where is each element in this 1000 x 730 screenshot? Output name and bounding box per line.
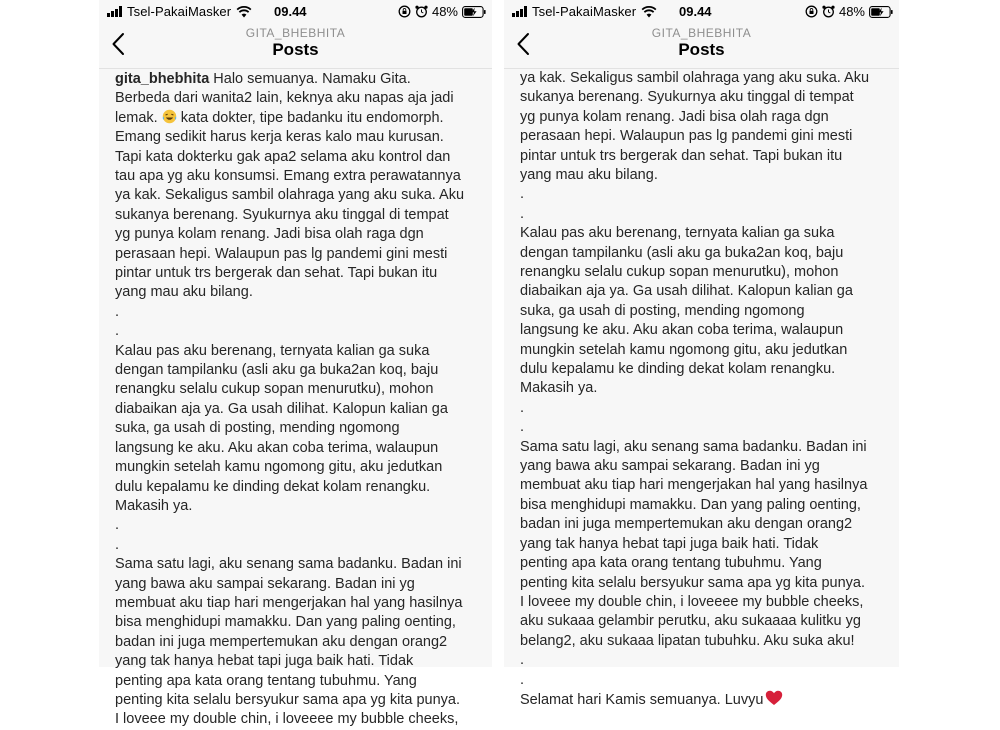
battery-charging-icon — [462, 6, 486, 18]
caption-line: perasaan hepi. Walaupun pas lg pandemi gini mesti — [115, 245, 448, 262]
caption-line: diabaikan aja ya. Ga usah dilihat. Kalopun kalian ga — [115, 400, 448, 417]
caption-line: yang bawa aku sampai sekarang. Badan ini yg — [520, 458, 820, 475]
caption-line: I loveee my double chin, i loveeee my bubble cheeks, — [115, 711, 459, 728]
red-heart-emoji-icon — [765, 690, 783, 706]
caption-line: langsung ke aku. Aku akan coba terima, walaupun — [115, 439, 439, 456]
caption-line: . — [520, 186, 525, 203]
caption-line: Selamat hari Kamis semuanya. Luvyu — [520, 690, 887, 710]
caption-line: membuat aku tiap hari mengerjakan hal yang hasilnya — [115, 594, 463, 611]
caption-line: dulu kepalamu ke dinding dekat kolam renangku. — [115, 478, 431, 495]
caption-line: langsung ke aku. Aku akan coba terima, walaupun — [520, 322, 844, 339]
rotation-lock-icon — [805, 5, 818, 18]
caption-line: . — [520, 205, 525, 222]
caption-line: Sama satu lagi, aku senang sama badanku. Badan ini — [115, 556, 462, 573]
page-title: Posts — [272, 40, 319, 59]
caption-line: yang mau aku bilang. — [520, 167, 658, 184]
caption-line: ya kak. Sekaligus sambil olahraga yang aku suka. Aku — [115, 187, 465, 204]
signal-icon — [107, 6, 122, 17]
carrier-name: Tsel-PakaiMasker — [532, 4, 637, 19]
carrier-name: Tsel-PakaiMasker — [127, 4, 232, 19]
header — [99, 24, 492, 69]
caption-line: pintar untuk trs bergerak dan sehat. Tapi bukan itu — [520, 147, 843, 164]
header-username: GITA_BHEBHITA — [245, 26, 346, 40]
caption-line: membuat aku tiap hari mengerjakan hal yang hasilnya — [520, 477, 868, 494]
caption-line: Berbeda dari wanita2 lain, keknya aku napas aja jadi — [115, 90, 454, 107]
caption-line: Tapi kata dokterku gak apa2 selama aku kontrol dan — [115, 148, 451, 165]
caption-line: Emang sedikit harus kerja keras kalo mau kurusan. — [115, 129, 444, 146]
caption-line: . — [115, 323, 120, 340]
caption-line: . — [520, 419, 525, 436]
caption-line: mungkin setelah kamu ngomong gitu, aku jedutkan — [115, 459, 443, 476]
caption-line: badan ini juga mempertemukan aku dengan orang2 — [115, 633, 448, 650]
caption-line: aku sukaaa gelambir perutku, aku sukaaaa kulitku yg — [520, 613, 861, 630]
caption-line: yg punya kolam renang. Jadi bisa olah raga dgn — [115, 226, 424, 243]
caption-line: Sama satu lagi, aku senang sama badanku. Badan ini — [520, 438, 867, 455]
clock: 09.44 — [274, 4, 307, 19]
wifi-icon — [641, 6, 657, 18]
caption-line: pintar untuk trs bergerak dan sehat. Tapi bukan itu — [115, 265, 438, 282]
caption-line: sukanya berenang. Syukurnya aku tinggal di tempat — [520, 89, 854, 106]
screenshot-right — [504, 0, 899, 708]
caption-line: Makasih ya. — [115, 497, 193, 514]
caption-username[interactable]: gita_bhebhita — [115, 71, 210, 87]
caption-line: Kalau pas aku berenang, ternyata kalian ga suka — [115, 342, 430, 359]
caption-line: bisa menghidupi mamakku. Dan yang paling oenting, — [520, 496, 861, 513]
header-username: GITA_BHEBHITA — [651, 26, 752, 40]
clock: 09.44 — [679, 4, 712, 19]
caption-line: yg punya kolam renang. Jadi bisa olah raga dgn — [520, 108, 829, 125]
caption-line: suka, ga usah di posting, mending ngomong — [520, 302, 805, 319]
caption-line: sukanya berenang. Syukurnya aku tinggal di tempat — [115, 206, 449, 223]
battery-percent: 48% — [838, 4, 865, 19]
caption-line: belang2, aku sukaaa lipatan tubuhku. Aku suka aku! — [520, 632, 855, 649]
caption-line: yang bawa aku sampai sekarang. Badan ini yg — [115, 575, 415, 592]
caption-line: badan ini juga mempertemukan aku dengan orang2 — [520, 516, 853, 533]
caption-line: gita_bhebhita Halo semuanya. Namaku Gita. — [115, 71, 411, 87]
caption-line: . — [115, 303, 120, 320]
caption-line: . — [520, 399, 525, 416]
caption-line: yang tak hanya hebat tapi juga baik hati. Tidak — [520, 535, 819, 552]
laughing-tears-emoji-icon — [162, 109, 177, 124]
caption-line: . — [115, 536, 120, 553]
caption-line: Makasih ya. — [520, 380, 598, 397]
post-caption — [115, 70, 480, 730]
caption-line: penting kita selalu bersyukur sama apa yg kita punya. — [520, 574, 865, 591]
caption-line: bisa menghidupi mamakku. Dan yang paling oenting, — [115, 614, 456, 631]
page-title: Posts — [678, 40, 725, 59]
caption-line: dengan tampilanku (asli aku ga buka2an koq, baju — [115, 362, 439, 379]
caption-line: diabaikan aja ya. Ga usah dilihat. Kalopun kalian ga — [520, 283, 853, 300]
caption-line: tau apa yg aku konsumsi. Emang extra perawatannya — [115, 168, 461, 185]
caption-line: yang tak hanya hebat tapi juga baik hati. Tidak — [115, 653, 414, 670]
caption-line: ya kak. Sekaligus sambil olahraga yang aku suka. Aku — [520, 70, 870, 86]
header — [504, 24, 899, 69]
caption-line: penting apa kata orang tentang tubuhmu. Yang — [115, 672, 417, 689]
status-bar — [504, 0, 899, 24]
caption-line: . — [520, 652, 525, 669]
caption-line: . — [520, 671, 525, 688]
wifi-icon — [236, 6, 252, 18]
caption-line: penting kita selalu bersyukur sama apa yg kita punya. — [115, 691, 460, 708]
rotation-lock-icon — [398, 5, 411, 18]
caption-line: dengan tampilanku (asli aku ga buka2an koq, baju — [520, 244, 844, 261]
caption-line: dulu kepalamu ke dinding dekat kolam renangku. — [520, 361, 836, 378]
post-caption — [520, 69, 887, 710]
caption-line: perasaan hepi. Walaupun pas lg pandemi gini mesti — [520, 128, 853, 145]
signal-icon — [512, 6, 527, 17]
battery-percent: 48% — [431, 4, 458, 19]
caption-line: yang mau aku bilang. — [115, 284, 253, 301]
caption-line: . — [115, 517, 120, 534]
caption-line: Kalau pas aku berenang, ternyata kalian ga suka — [520, 225, 835, 242]
status-bar — [99, 0, 492, 24]
caption-line: renangku selalu cukup sopan menurutku), mohon — [520, 264, 839, 281]
screenshot-left — [99, 0, 492, 728]
alarm-icon — [822, 5, 835, 18]
caption-line: suka, ga usah di posting, mending ngomong — [115, 420, 400, 437]
alarm-icon — [415, 5, 428, 18]
caption-line: penting apa kata orang tentang tubuhmu. Yang — [520, 555, 822, 572]
caption-line: lemak. kata dokter, tipe badanku itu endomorph. — [115, 109, 444, 126]
battery-charging-icon — [869, 6, 893, 18]
caption-line: I loveee my double chin, i loveeee my bubble cheeks, — [520, 593, 864, 610]
caption-line: mungkin setelah kamu ngomong gitu, aku jedutkan — [520, 341, 848, 358]
caption-line: renangku selalu cukup sopan menurutku), mohon — [115, 381, 434, 398]
